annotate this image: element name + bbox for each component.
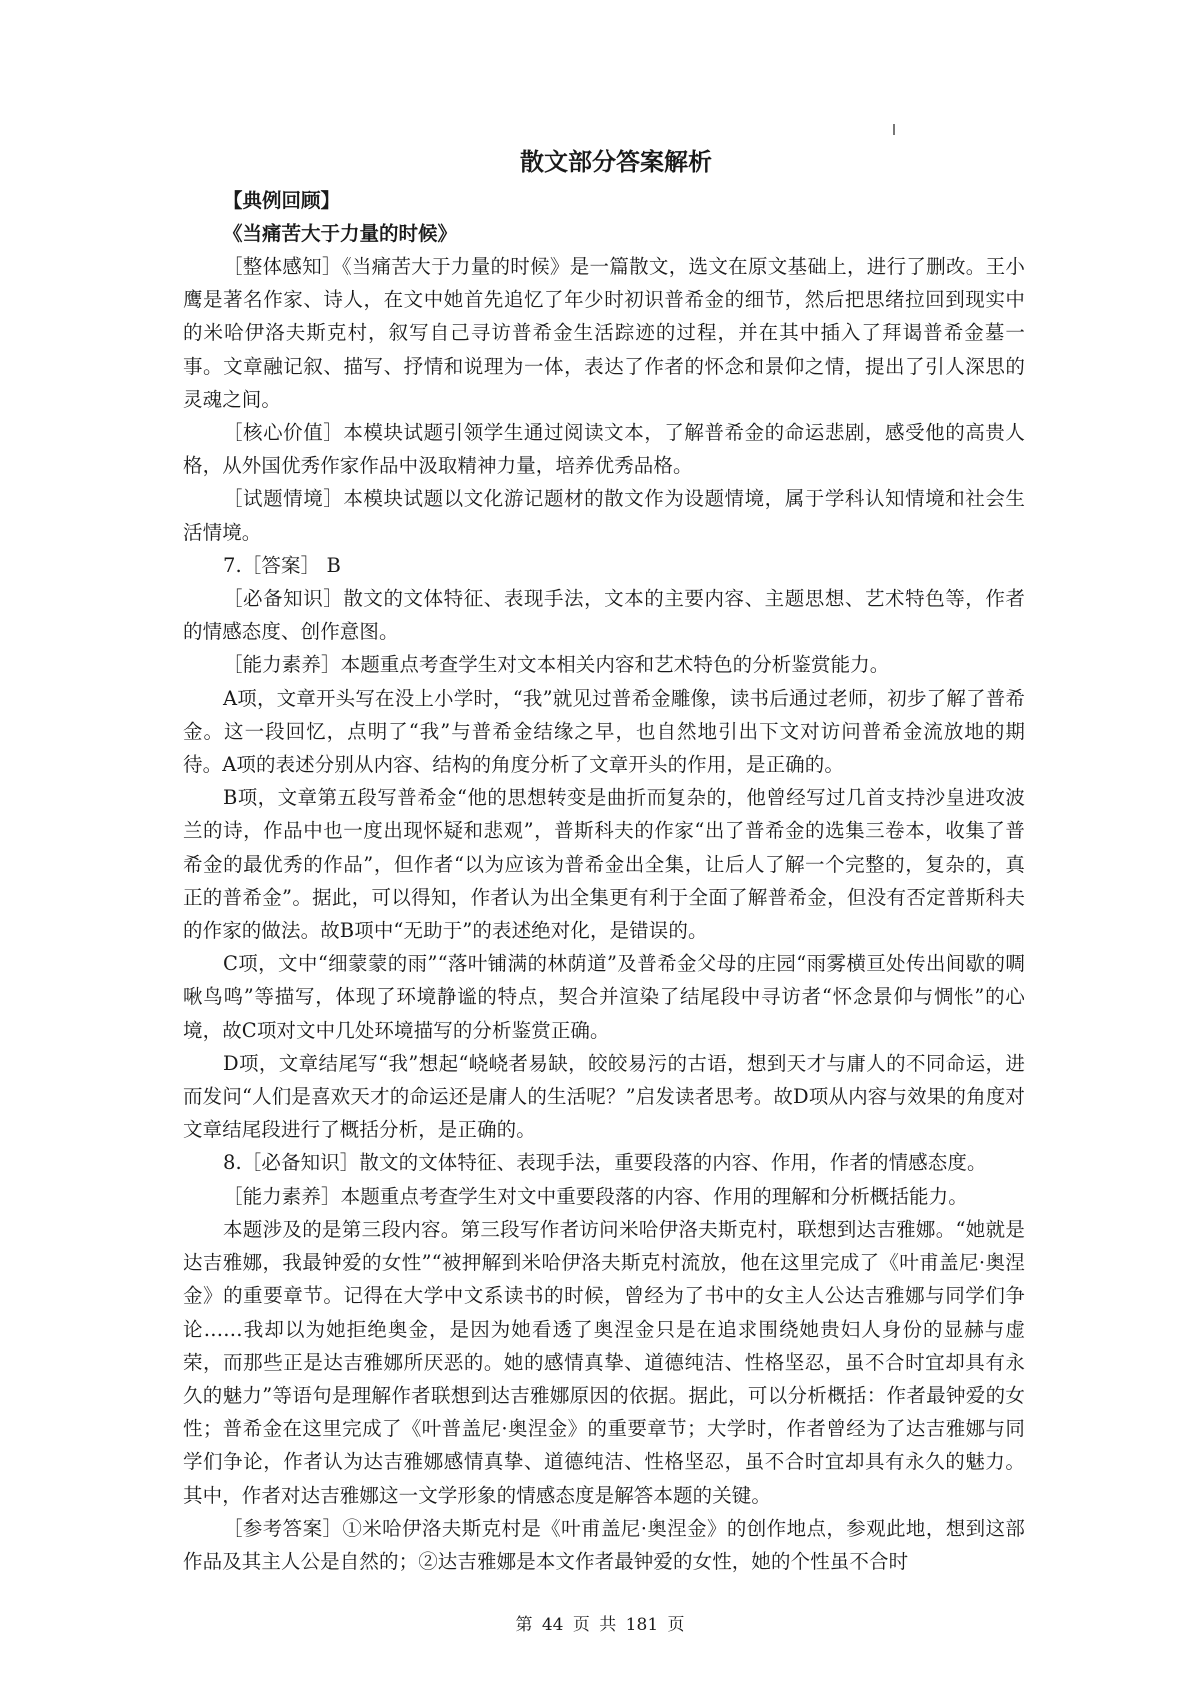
document-page — [183, 140, 1025, 1578]
paragraph-q8-knowledge: 8.［必备知识］散文的文体特征、表现手法，重要段落的内容、作用，作者的情感态度。 — [223, 1151, 987, 1175]
paragraph-option-a: A项，文章开头写在没上小学时，“我”就见过普希金雕像，读书后通过老师，初步了解了普希金。这一段回忆，点明了“我”与普希金结缘之早，也自然地引出下文对访问普希金流放地的期待。A项的表述分别从内容、结构的角度分析了文章开头的作用，是正确的。 — [183, 686, 1025, 777]
paragraph-q8-analysis: 本题涉及的是第三段内容。第三段写作者访问米哈伊洛夫斯克村，联想到达吉雅娜。“她就是达吉雅娜，我最钟爱的女性”“被押解到米哈伊洛夫斯克村流放，他在这里完成了《叶甫盖尼·奥涅金》的重要章节。记得在大学中文系读书的时候，曾经为了书中的女主人公达吉雅娜与同学们争论……我却以为她拒绝奥金，是因为她看透了奥涅金只是在追求围绕她贵妇人身份的显赫与虚荣，而那些正是达吉雅娜所厌恶的。她的感情真挚、道德纯洁、性格坚忍，虽不合时宜却具有永久的魅力”等语句是理解作者联想到达吉雅娜原因的依据。据此，可以分析概括：作者最钟爱的女性；普希金在这里完成了《叶普盖尼·奥涅金》的重要章节；大学时，作者曾经为了达吉雅娜与同学们争论，作者认为达吉雅娜感情真挚、道德纯洁、性格坚忍，虽不合时宜却具有永久的魅力。其中，作者对达吉雅娜这一文学形象的情感态度是解答本题的关键。 — [183, 1217, 1025, 1507]
article-title: 《当痛苦大于力量的时候》 — [223, 222, 458, 245]
paragraph-option-b: B项，文章第五段写普希金“他的思想转变是曲折而复杂的，他曾经写过几首支持沙皇进攻波兰的诗，作品中也一度出现怀疑和悲观”，普斯科夫的作家“出了普希金的选集三卷本，收集了普希金的最优秀的作品”，但作者“以为应该为普希金出全集，让后人了解一个完整的，复杂的，真正的普希金”。据此，可以得知，作者认为出全集更有利于全面了解普希金，但没有否定普斯科夫的作家的做法。故B项中“无助于”的表述绝对化，是错误的。 — [183, 786, 1025, 943]
page-footer: 第 44 页 共 181 页 — [515, 1615, 685, 1635]
corner-mark — [893, 124, 895, 135]
paragraph-overall-perception: ［整体感知］《当痛苦大于力量的时候》是一篇散文，选文在原文基础上，进行了删改。王小鹰是著名作家、诗人，在文中她首先追忆了年少时初识普希金的细节，然后把思绪拉回到现实中的米哈伊洛夫斯克村，叙写自己寻访普希金生活踪迹的过程，并在其中插入了拜谒普希金墓一事。文章融记叙、描写、抒情和说理为一体，表达了作者的怀念和景仰之情，提出了引人深思的灵魂之间。 — [183, 255, 1025, 411]
paragraph-option-c: C项，文中“细蒙蒙的雨”“落叶铺满的林荫道”及普希金父母的庄园“雨雾横亘处传出间歇的啁啾鸟鸣”等描写，体现了环境静谧的特点，契合并渲染了结尾段中寻访者“怀念景仰与惆怅”的心境，故C项对文中几处环境描写的分析鉴赏正确。 — [183, 952, 1025, 1042]
paragraph-q7-answer: 7.［答案］ B — [223, 553, 341, 577]
paragraph-q7-ability: ［能力素养］本题重点考查学生对文本相关内容和艺术特色的分析鉴赏能力。 — [223, 653, 890, 677]
paragraph-q8-reference-answer: ［参考答案］①米哈伊洛夫斯克村是《叶甫盖尼·奥涅金》的创作地点，参观此地，想到这部作品及其主人公是自然的；②达吉雅娜是本文作者最钟爱的女性，她的个性虽不合时 — [183, 1516, 1025, 1573]
paragraph-q8-ability: ［能力素养］本题重点考查学生对文中重要段落的内容、作用的理解和分析概括能力。 — [223, 1184, 968, 1208]
paragraph-q7-knowledge: ［必备知识］散文的文体特征、表现手法，文本的主要内容、主题思想、艺术特色等，作者的情感态度、创作意图。 — [183, 587, 1025, 644]
paragraph-core-value: ［核心价值］本模块试题引领学生通过阅读文本，了解普希金的命运悲剧，感受他的高贵人格，从外国优秀作家作品中汲取精神力量，培养优秀品格。 — [183, 421, 1025, 478]
section-heading: 【典例回顾】 — [223, 189, 341, 212]
paragraph-option-d: D项，文章结尾写“我”想起“峣峣者易缺，皎皎易污的古语，想到天才与庸人的不同命运，进而发问“人们是喜欢天才的命运还是庸人的生活呢？”启发读者思考。故D项从内容与效果的角度对文章结尾段进行了概括分析，是正确的。 — [183, 1051, 1025, 1142]
document-title: 散文部分答案解析 — [520, 148, 712, 176]
paragraph-question-context: ［试题情境］本模块试题以文化游记题材的散文作为设题情境，属于学科认知情境和社会生活情境。 — [183, 487, 1025, 544]
